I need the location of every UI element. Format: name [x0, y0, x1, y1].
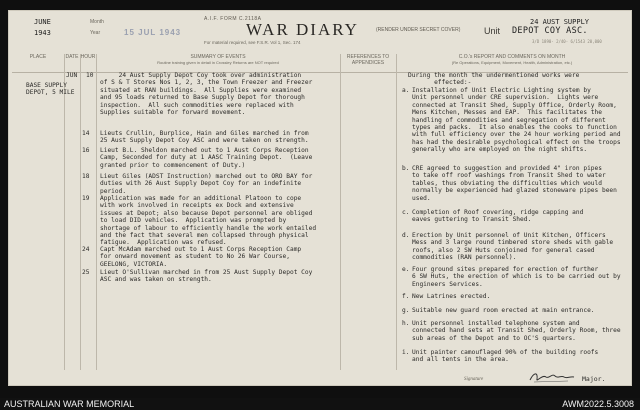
co-item-mark: g.: [402, 307, 410, 314]
entry-text: Lieut O'Sullivan marched in from 25 Aust Supply Depot Coy ASC and was taken on strength.: [100, 269, 313, 284]
co-item-mark: d.: [402, 232, 410, 239]
col-refs: [340, 54, 396, 73]
co-item-text: New Latrines erected.: [412, 293, 491, 300]
col-co-report-label: C.O.'s REPORT AND COMMENTS ON MONTH: [458, 54, 566, 60]
co-item-text: Unit painter camouflaged 90% of the building roofs and all tents in the area.: [412, 349, 599, 364]
entry-day: 18: [82, 173, 90, 180]
diary-header: [8, 10, 632, 46]
col-summary-label: SUMMARY OF EVENTS: [190, 54, 246, 60]
col-hour-label: HOUR: [80, 54, 96, 60]
unit-heading-line1: 24 AUST SUPPLY: [530, 18, 590, 26]
render-instruction: (RENDER UNDER SECRET COVER): [376, 27, 461, 33]
co-item-text: Erection by Unit personnel of Unit Kitchen, Officers Mess and 3 large round timbered store sheds with gable roofs, also 2 SW Huts conjoined for general cased commodities (RAN personnel).: [412, 232, 614, 262]
col-refs-label: REFERENCES TO APPENDICES: [346, 54, 390, 66]
entry-day: 16: [82, 147, 90, 154]
footer-institution: AUSTRALIAN WAR MEMORIAL: [4, 399, 135, 409]
form-reference: A.I.F. FORM C.2118A: [204, 16, 262, 22]
entry-day: 19: [82, 195, 90, 202]
unit-label: Unit: [484, 26, 501, 36]
divider-summary: [340, 54, 341, 370]
co-intro: During the month the undermentioned works were effected:-: [408, 72, 580, 87]
month-value: JUNE: [34, 18, 51, 26]
co-item-mark: i.: [402, 349, 410, 356]
entry-day: 25: [82, 269, 90, 276]
co-item-text: Suitable new guard room erected at main entrance.: [412, 307, 595, 314]
war-diary-sheet: [8, 10, 632, 386]
month-label: Month: [90, 19, 104, 25]
signature-mark: [528, 370, 576, 384]
entry-day: 24: [82, 246, 90, 253]
co-item-mark: a.: [402, 87, 410, 94]
footer-reference: AWM2022.5.3008: [562, 399, 634, 409]
col-co-report-sublabel: (Re Operations, Equipment, Movement, Health, Administration, etc.): [451, 60, 573, 65]
divider-place: [64, 54, 65, 370]
entry-text: Capt McAdam marched out to 1 Aust Corps Reception Camp for onward movement as student to No 26 War Course, GEELONG, VICTORIA.: [100, 246, 302, 268]
page-title: WAR DIARY: [246, 20, 359, 39]
date-month: JUN: [66, 72, 78, 79]
col-co-report: [396, 54, 628, 73]
col-summary: [96, 54, 340, 73]
entry-text: Application was made for an additional Platoon to cope with work involved in receipts ex Dock and extensive issues at Depot; also because Depot personnel are obliged to load DID vehicles. Application was prompted by shortage of labour to efficiently handle the work entailed and the fact that several men collapsed through physical fatigue. Application was refused.: [100, 195, 317, 247]
co-item-mark: h.: [402, 320, 410, 327]
date-stamp: 15 JUL 1943: [124, 28, 182, 37]
print-code: 3/D 1890- 2/40- 6/1543 20,000: [532, 39, 602, 44]
co-item-text: Unit personnel installed telephone system and connected hand sets at Transit Shed, Orderly Room, three sub areas of the Depot and to OC'S quarters.: [412, 320, 621, 342]
co-item-text: Four ground sites prepared for erection of further 6 SW Huts, the erection of which is to be carried out by Engineers Services.: [412, 266, 621, 288]
co-item-mark: c.: [402, 209, 410, 216]
divider-hour: [96, 54, 97, 370]
co-item-text: Installation of Unit Electric Lighting system by Unit personnel under CRE supervision. Lights were connected at Transit Shed, Supply Office, Orderly Room, Mens Kitchen, Messes and EAP. This facilitates the handling of commodities and segregation of different types and packs. It also enables the cooks to function with full efficiency over the 24 hour working period and has had the desirable psychological effect on the troops generally who are employed on the night shifts.: [412, 87, 621, 154]
signature-label: Signature: [464, 377, 484, 382]
col-summary-sublabel: Routine training given in detail in Crossley Returns are NOT required: [157, 60, 279, 65]
entry-text: Lieuts Crullin, Burplice, Hain and Giles marched in from 25 Aust Supply Depot Coy ASC and were taken on strength.: [100, 130, 309, 145]
col-date-label: DATE: [65, 54, 79, 60]
signatory-rank: Major.: [582, 375, 606, 383]
entry-day: 14: [82, 130, 90, 137]
unit-value: DEPOT COY ASC.: [512, 26, 588, 36]
unit-heading: [530, 18, 589, 26]
co-item-text: CRE agreed to suggestion and provided 4" iron pipes to take off roof washings from Transit Shed to water tables, thus obviating the difficulties which would normally be experienced had glazed stoneware pipes been used.: [412, 165, 617, 202]
year-label: Year: [90, 30, 101, 36]
col-hour: [80, 54, 96, 73]
entry-day: 10: [86, 72, 94, 79]
co-item-mark: e.: [402, 266, 410, 273]
entry-text: Lieut Giles (ADST Instruction) marched out to ORO BAY for duties with 26 Aust Supply Depot Coy for an indefinite period.: [100, 173, 313, 195]
col-place-label: PLACE: [29, 54, 47, 60]
col-date: [64, 54, 80, 73]
co-item-mark: b.: [402, 165, 410, 172]
entry-text: 24 Aust Supply Depot Coy took over administration of S & T Stores Nos 1, 2, 3, the Town Freezer and Freezer situated at RAN buildings. All Supplies were examined and 95 loads returned to Base Supply Depot for thorough inspection. All such commodities were replaced with Supplies suitable for forward movement.: [100, 72, 313, 117]
col-place: [12, 54, 64, 73]
archive-footer: [0, 398, 640, 410]
place-entry: BASE SUPPLY DEPOT, 5 MILE: [26, 82, 75, 97]
page-subtitle: For material required, see F.S.R. Vol 1, Sec. 174: [204, 40, 301, 45]
divider-refs: [396, 54, 397, 370]
entry-text: Lieut B.L. Sheldon marched out to 1 Aust Corps Reception Camp, Seconded for duty at 1 AASC Training Depot. (Leave granted prior to commencement of Duty.): [100, 147, 313, 169]
divider-date: [80, 54, 81, 370]
year-value: 1943: [34, 29, 51, 37]
co-item-mark: f.: [402, 293, 410, 300]
co-item-text: Completion of Roof covering, ridge capping and eaves guttering to Transit Shed.: [412, 209, 584, 224]
